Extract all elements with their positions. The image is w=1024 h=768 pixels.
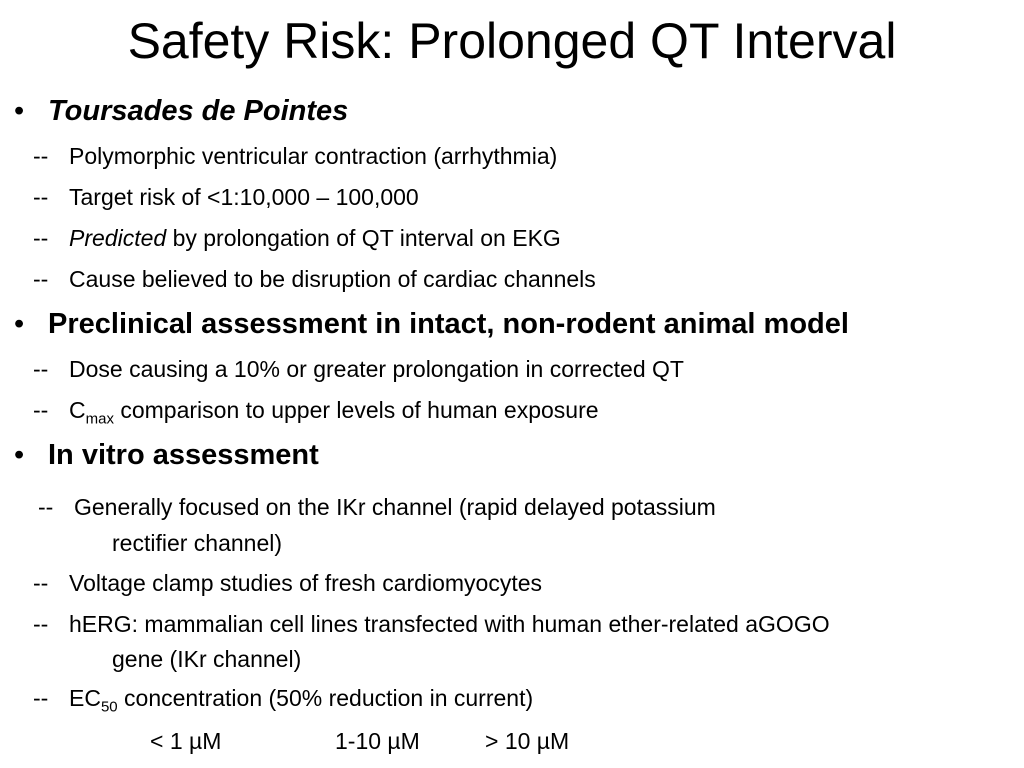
sub-text: Dose causing a 10% or greater prolongation in corrected QT [69,356,684,382]
sub-item [33,397,599,428]
sub-text: Voltage clamp studies of fresh cardiomyocytes [69,570,543,596]
sub-item [33,143,557,169]
sub-text: hERG: mammalian cell lines transfected with human ether-related aGOGO [69,611,830,637]
dash: -- [33,225,49,251]
subscript: 50 [100,698,118,716]
bullet-dot: • [14,439,25,471]
sub-item [38,494,716,520]
dash: -- [33,266,49,292]
dash: -- [38,494,54,520]
sub-continuation: rectifier channel) [112,530,283,556]
sub-item [33,611,830,637]
sub-emphasis: Predicted [69,225,167,251]
sub-item [33,184,419,210]
dash: -- [33,184,49,210]
bullet-in-vitro [14,439,319,472]
bullet-toursades [14,95,348,128]
bullet-preclinical [14,308,849,341]
sub-item [33,356,684,382]
bullet-heading: Toursades de Pointes [48,95,349,127]
sub-text: Polymorphic ventricular contraction (arrhythmia) [69,143,558,169]
sub-text: comparison to upper levels of human exposure [120,397,599,423]
sub-item [33,570,542,596]
sub-base: C [69,397,86,423]
bullet-dot: • [14,95,25,127]
dash: -- [33,611,49,637]
sub-text: Cause believed to be disruption of cardiac channels [69,266,596,292]
concentration-high: > 10 µM [485,728,570,754]
dash: -- [33,397,49,423]
sub-item [33,266,596,292]
subscript: max [85,410,114,428]
sub-item [33,685,533,716]
sub-continuation: gene (IKr channel) [112,646,302,672]
bullet-heading: In vitro assessment [48,439,319,471]
sub-item [33,225,561,251]
sub-text: Generally focused on the IKr channel (rapid delayed potassium [74,494,716,520]
dash: -- [33,356,49,382]
sub-text: concentration (50% reduction in current) [124,685,534,711]
dash: -- [33,143,49,169]
slide-title: Safety Risk: Prolonged QT Interval [127,13,897,69]
sub-base: EC [69,685,101,711]
bullet-heading: Preclinical assessment in intact, non-rodent animal model [48,308,849,340]
dash: -- [33,570,49,596]
sub-text: by prolongation of QT interval on EKG [172,225,561,251]
dash: -- [33,685,49,711]
concentration-mid: 1-10 µM [335,728,420,754]
concentration-low: < 1 µM [150,728,222,754]
sub-text: Target risk of <1:10,000 – 100,000 [69,184,419,210]
bullet-dot: • [14,308,25,340]
